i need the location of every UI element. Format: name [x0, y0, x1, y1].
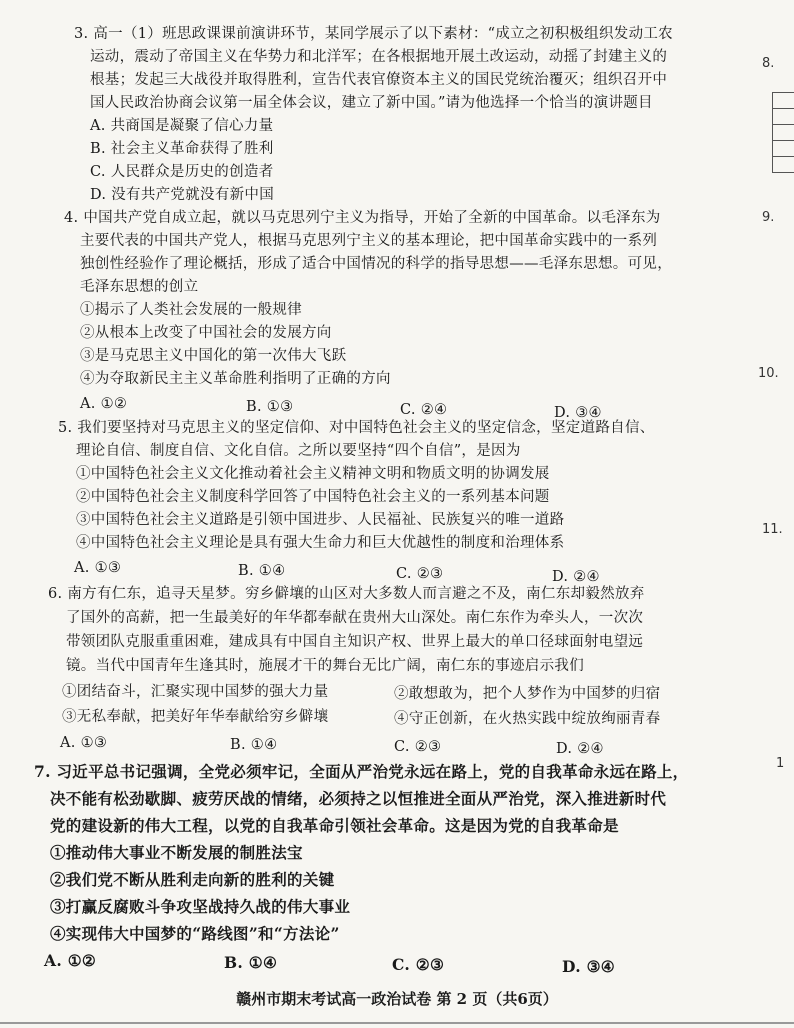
q7-stem-line-1: 7. 习近平总书记强调，全党必须牢记，全面从严治党永远在路上，党的自我革命永远在路上， [34, 762, 689, 781]
q4-choice-c: C. ②④ [400, 402, 448, 418]
q4-item-2: ②从根本上改变了中国社会的发展方向 [80, 325, 332, 341]
side-number-11: 11. [762, 522, 783, 537]
q7-stem-line-3: 党的建设新的伟大工程，以党的自我革命引领社会革命。这是因为党的自我革命是 [50, 816, 619, 835]
q6-choice-a: A. ①③ [60, 735, 108, 751]
q3-option-d: D. 没有共产党就没有新中国 [90, 187, 275, 203]
q6-stem-line-1: 6. 南方有仁东，追寻天星梦。穷乡僻壤的山区对大多数人而言避之不及，南仁东却毅然放弃 [48, 586, 645, 602]
page-footer: 赣州市期末考试高一政治试卷 第 2 页（共6页） [236, 990, 558, 1008]
q6-item-3: ③无私奉献，把美好年华奉献给穷乡僻壤 [62, 709, 329, 725]
q7-stem-line-2: 决不能有松劲歇脚、疲劳厌战的情绪，必须持之以恒推进全面从严治党，深入推进新时代 [50, 789, 667, 808]
q4-stem-line-2: 主要代表的中国共产党人，根据马克思列宁主义的基本理论，把中国革命实践中的一系列 [80, 233, 658, 249]
q3-stem-line-2: 运动，震动了帝国主义在华势力和北洋军；在各根据地开展土改运动，动摇了封建主义的 [90, 49, 668, 65]
q5-choice-b: B. ①④ [238, 563, 286, 579]
q6-stem-line-3: 带领团队克服重重困难，建成具有中国自主知识产权、世界上最大的单口径球面射电望远 [66, 634, 644, 650]
q5-item-1: ①中国特色社会主义文化推动着社会主义精神文明和物质文明的协调发展 [76, 466, 550, 482]
q3-option-c: C. 人民群众是历史的创造者 [90, 164, 274, 180]
q4-choice-a: A. ①② [80, 396, 128, 412]
q3-stem-line-4: 国人民政治协商会议第一届全体会议，建立了新中国。”请为他选择一个恰当的演讲题目 [90, 95, 653, 111]
side-number-partial: 1 [776, 756, 785, 771]
q5-item-4: ④中国特色社会主义理论是具有强大生命力和巨大优越性的制度和治理体系 [76, 535, 565, 551]
q5-stem-line-1: 5. 我们要坚持对马克思主义的坚定信仰、对中国特色社会主义的坚定信念，坚定道路自信、 [58, 420, 655, 436]
bottom-edge-rule [0, 1022, 794, 1024]
q6-item-1: ①团结奋斗，汇聚实现中国梦的强大力量 [62, 684, 329, 700]
q7-item-4: ④实现伟大中国梦的“路线图”和“方法论” [50, 924, 340, 943]
partial-table [772, 92, 794, 173]
q5-choice-d: D. ②④ [552, 569, 600, 585]
q7-item-3: ③打赢反腐败斗争攻坚战持久战的伟大事业 [50, 897, 351, 916]
q3-option-b: B. 社会主义革命获得了胜利 [90, 141, 274, 157]
q4-item-3: ③是马克思主义中国化的第一次伟大飞跃 [80, 348, 347, 364]
q4-stem-line-3: 独创性经验作了理论概括，形成了适合中国情况的科学的指导思想——毛泽东思想。可见， [80, 256, 672, 272]
q4-choice-b: B. ①③ [246, 399, 294, 415]
q7-choice-a: A. ①② [44, 951, 97, 970]
q5-item-3: ③中国特色社会主义道路是引领中国进步、人民福祉、民族复兴的唯一道路 [76, 512, 565, 528]
q6-choice-d: D. ②④ [556, 741, 604, 757]
q5-stem-line-2: 理论自信、制度自信、文化自信。之所以要坚持“四个自信”，是因为 [76, 443, 521, 459]
q5-choice-c: C. ②③ [396, 566, 444, 582]
side-number-10: 10. [758, 366, 779, 381]
q4-stem-line-4: 毛泽东思想的创立 [80, 279, 199, 295]
q3-stem-line-3: 根基；发起三大战役并取得胜利，宣告代表官僚资本主义的国民党统治覆灭；组织召开中 [90, 72, 668, 88]
q3-stem-line-1: 3. 高一（1）班思政课课前演讲环节，某同学展示了以下素材：“成立之初积极组织发动工农 [74, 26, 673, 42]
q4-item-4: ④为夺取新民主主义革命胜利指明了正确的方向 [80, 371, 391, 387]
q6-choice-b: B. ①④ [230, 737, 278, 753]
q5-item-2: ②中国特色社会主义制度科学回答了中国特色社会主义的一系列基本问题 [76, 489, 550, 505]
q5-choice-a: A. ①③ [74, 560, 122, 576]
q7-item-2: ②我们党不断从胜利走向新的胜利的关键 [50, 870, 335, 889]
side-number-8: 8. [762, 56, 775, 71]
side-number-9: 9. [762, 210, 775, 225]
q7-choice-b: B. ①④ [224, 953, 278, 972]
q6-item-2: ②敢想敢为，把个人梦作为中国梦的归宿 [394, 686, 661, 702]
q6-stem-line-4: 镜。当代中国青年生逢其时，施展才干的舞台无比广阔，南仁东的事迹启示我们 [66, 658, 584, 674]
q6-choice-c: C. ②③ [394, 739, 442, 755]
q7-item-1: ①推动伟大事业不断发展的制胜法宝 [50, 843, 303, 862]
q3-option-a: A. 共商国是凝聚了信心力量 [90, 118, 274, 134]
q4-item-1: ①揭示了人类社会发展的一般规律 [80, 302, 302, 318]
q7-choice-c: C. ②③ [392, 955, 445, 974]
q6-item-4: ④守正创新，在火热实践中绽放绚丽青春 [394, 711, 661, 727]
q4-stem-line-1: 4. 中国共产党自成立起，就以马克思列宁主义为指导，开始了全新的中国革命。以毛泽东为 [64, 210, 661, 226]
q7-choice-d: D. ③④ [562, 957, 615, 976]
q4-choice-d: D. ③④ [554, 405, 602, 421]
q6-stem-line-2: 了国外的高薪，把一生最美好的年华都奉献在贵州大山深处。南仁东作为牵头人，一次次 [66, 610, 644, 626]
